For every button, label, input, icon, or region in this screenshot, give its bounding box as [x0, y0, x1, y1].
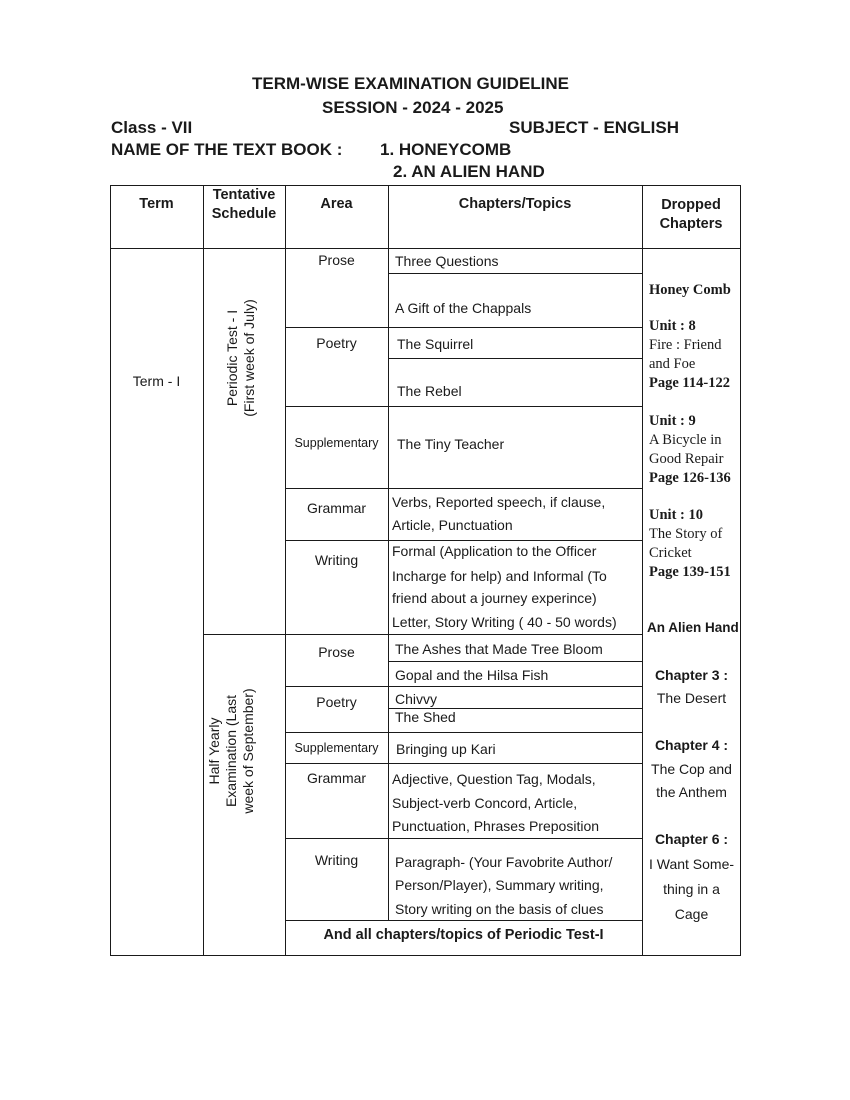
area-writing: Writing [314, 552, 359, 568]
header-chapters: Chapters/Topics [458, 196, 572, 212]
header-schedule: Tentative Schedule [211, 187, 277, 222]
header-term: Term [139, 196, 174, 212]
header-area: Area [320, 196, 353, 212]
area-writing: Writing [314, 852, 359, 868]
chapter-item: The Shed [395, 709, 456, 725]
chapter-item: Subject-verb Concord, Article, [392, 795, 578, 811]
chapter-item: Punctuation, Phrases Preposition [392, 818, 600, 834]
subject-label: SUBJECT - ENGLISH [509, 118, 680, 137]
chapter-item: Paragraph- (Your Favobrite Author/ [395, 854, 613, 870]
chapter-item: The Ashes that Made Tree Bloom [395, 641, 603, 657]
textbook-1: 1. HONEYCOMB [380, 140, 512, 159]
area-supplementary: Supplementary [294, 741, 379, 755]
area-poetry: Poetry [316, 694, 357, 710]
area-prose: Prose [318, 252, 355, 268]
chapter-item: The Squirrel [397, 336, 474, 352]
area-supplementary: Supplementary [294, 436, 379, 450]
header-dropped: Dropped Chapters [659, 197, 723, 232]
area-grammar: Grammar [306, 770, 367, 786]
page-title: TERM-WISE EXAMINATION GUIDELINE [252, 74, 570, 93]
area-prose: Prose [318, 644, 355, 660]
textbook-label: NAME OF THE TEXT BOOK : [111, 140, 343, 159]
table-footer-note: And all chapters/topics of Periodic Test-I [323, 927, 604, 943]
class-label: Class - VII [111, 118, 193, 137]
chapter-item: Person/Player), Summary writing, [395, 877, 604, 893]
chapter-item: The Rebel [397, 383, 462, 399]
chapter-item: Gopal and the Hilsa Fish [395, 667, 549, 683]
textbook-2: 2. AN ALIEN HAND [393, 162, 545, 181]
area-poetry: Poetry [316, 335, 357, 351]
chapter-item: Verbs, Reported speech, if clause, [392, 494, 606, 510]
session-label: SESSION - 2024 - 2025 [322, 98, 504, 117]
chapter-item: The Tiny Teacher [397, 436, 505, 452]
chapter-item: Story writing on the basis of clues [395, 901, 604, 917]
chapter-item: A Gift of the Chappals [395, 300, 532, 316]
chapter-item: friend about a journey experince) [392, 590, 597, 606]
area-grammar: Grammar [306, 500, 367, 516]
chapter-item: Letter, Story Writing ( 40 - 50 words) [392, 614, 617, 630]
chapter-item: Adjective, Question Tag, Modals, [392, 771, 596, 787]
chapter-item: Chivvy [395, 691, 438, 707]
periodic-test-schedule: Periodic Test - I (First week of July) [224, 299, 257, 417]
chapter-item: Article, Punctuation [392, 517, 513, 533]
half-yearly-schedule: Half Yearly Examination (Last week of September) [206, 688, 256, 814]
chapter-item: Formal (Application to the Officer [392, 543, 597, 559]
chapter-item: Three Questions [395, 253, 499, 269]
chapter-item: Bringing up Kari [396, 741, 496, 757]
chapter-item: Incharge for help) and Informal (To [392, 568, 607, 584]
term-label: Term - I [132, 373, 181, 389]
